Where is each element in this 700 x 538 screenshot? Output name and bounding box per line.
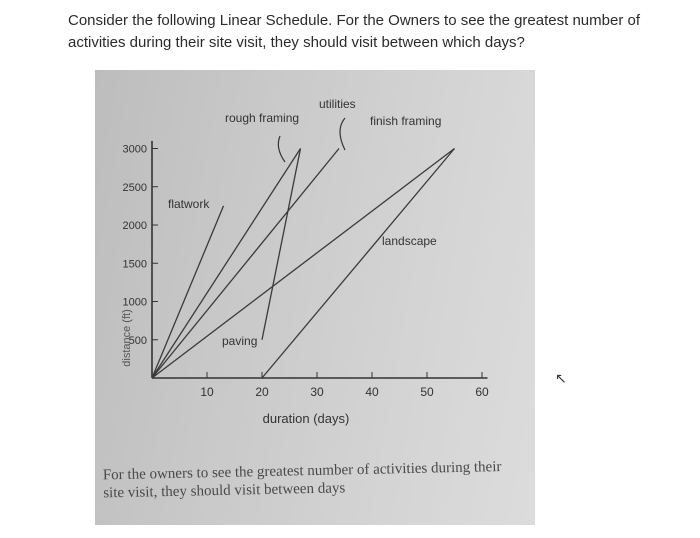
y-tick-label: 2500: [122, 181, 147, 194]
x-tick-label: 10: [200, 385, 214, 399]
chart-photo: [95, 70, 535, 525]
x-tick-label: 30: [310, 385, 324, 399]
y-tick-label: 1500: [122, 258, 147, 271]
photo-caption: For the owners to see the greatest number of activities during their site visit, they should visit between days: [102, 459, 502, 502]
series-label-finish-framing: finish framing: [370, 114, 442, 128]
linear-schedule-chart: [95, 70, 535, 525]
series-label-paving: paving: [222, 334, 258, 348]
x-axis-label: duration (days): [262, 411, 350, 426]
leader-rough-framing: [278, 136, 285, 162]
series-line-landscape: [262, 149, 455, 379]
series-line-finish-framing: [152, 149, 455, 379]
y-tick-label: 2000: [122, 220, 147, 232]
series-label-landscape: landscape: [382, 234, 437, 248]
x-tick-label: 60: [475, 385, 489, 399]
leader-utilities: [340, 118, 345, 150]
series-line-flatwork: [152, 206, 224, 378]
series-label-rough-framing: rough framing: [225, 111, 300, 125]
x-tick-label: 50: [420, 385, 434, 399]
x-tick-label: 40: [365, 385, 379, 399]
question-text: Consider the following Linear Schedule. For the Owners to see the greatest number of activities during their site visit, they should visit between which days?: [68, 12, 640, 51]
y-axis-label: distance (ft): [121, 309, 133, 367]
cursor-icon: ↖: [555, 370, 567, 386]
x-tick-label: 20: [255, 385, 269, 399]
y-tick-label: 1000: [122, 296, 147, 309]
series-label-flatwork: flatwork: [168, 197, 210, 211]
y-tick-label: 500: [128, 334, 147, 347]
series-label-utilities: utilities: [319, 97, 356, 111]
y-tick-label: 3000: [122, 143, 147, 156]
